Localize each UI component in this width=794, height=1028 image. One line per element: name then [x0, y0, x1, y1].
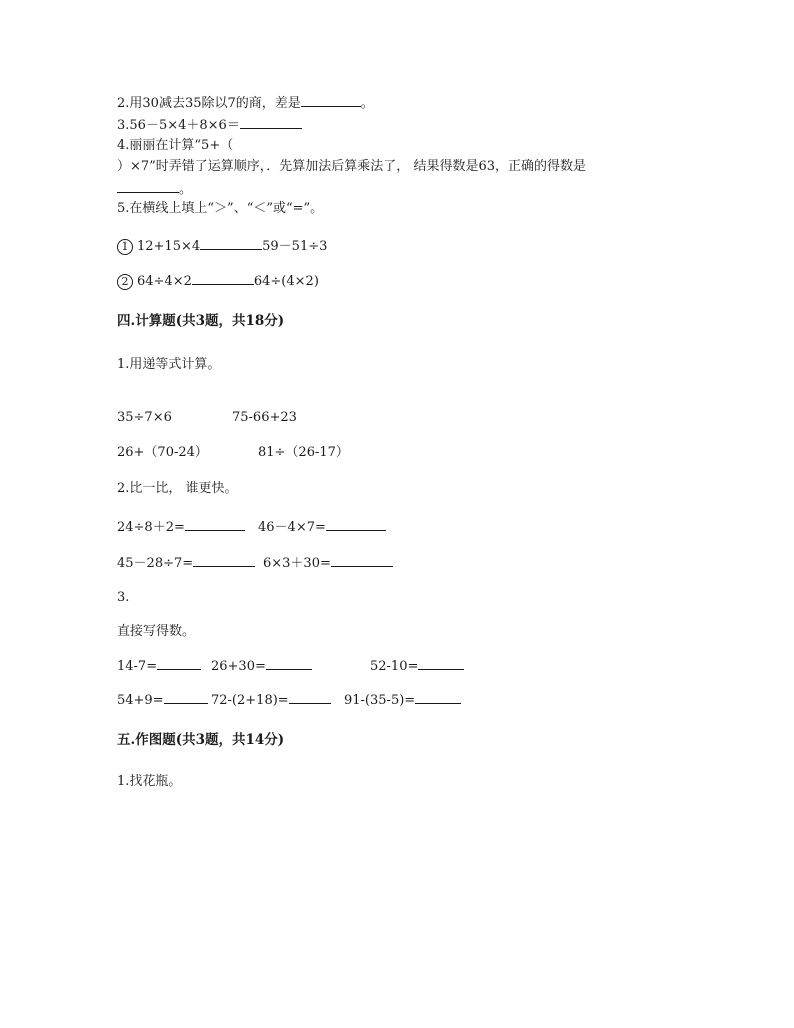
- expression: 75-66+23: [232, 410, 297, 425]
- equation-item: [117, 657, 201, 676]
- answer-blank[interactable]: [289, 691, 331, 704]
- question-5-text: 5.在横线上填上“＞”、“＜”或“=”。: [117, 201, 324, 216]
- answer-blank[interactable]: [326, 518, 386, 531]
- circle-number-icon: 1: [117, 239, 133, 255]
- answer-blank[interactable]: [418, 657, 464, 670]
- question-4-end: 。: [179, 182, 193, 197]
- equation-text: 24÷8＋2=: [117, 520, 185, 535]
- equation-text: 45－28÷7=: [117, 556, 194, 571]
- section-4-question-1: 1.用递等式计算。: [117, 357, 221, 372]
- question-5-item-2: [117, 272, 319, 291]
- answer-blank[interactable]: [193, 554, 255, 567]
- section-4-question-3-number: 3.: [117, 590, 130, 605]
- equation-item: [117, 554, 255, 573]
- answer-blank[interactable]: [331, 554, 393, 567]
- equation-text: 46－4×7=: [258, 520, 326, 535]
- compare-left: 64÷4×2: [137, 274, 192, 289]
- section-5-question-1: 1.找花瓶。: [117, 774, 182, 789]
- circle-number-icon: 2: [117, 274, 133, 290]
- equation-text: 6×3＋30=: [263, 556, 331, 571]
- question-4-line2: [117, 158, 586, 176]
- equation-text: 72-(2+18)=: [211, 693, 289, 708]
- question-4-line3: [117, 180, 192, 199]
- answer-blank[interactable]: [117, 180, 179, 193]
- equation-text: 14-7=: [117, 659, 158, 674]
- question-5-item-1: [117, 237, 327, 256]
- compare-left: 12+15×4: [137, 239, 201, 254]
- question-4-text-line1: 4.丽丽在计算“5+（: [117, 138, 234, 153]
- section-4-heading: 四.计算题(共3题，共18分): [117, 313, 285, 329]
- answer-blank[interactable]: [301, 94, 361, 107]
- question-4-text-line2: ）×7”时弄错了运算顺序，．先算加法后算乘法了， 结果得数是63，正确的得数是: [117, 159, 586, 174]
- equation-text: 52-10=: [370, 659, 419, 674]
- answer-blank[interactable]: [200, 237, 262, 250]
- question-2: [117, 94, 374, 113]
- answer-blank[interactable]: [157, 657, 201, 670]
- answer-blank[interactable]: [192, 272, 254, 285]
- answer-blank[interactable]: [240, 116, 302, 129]
- equation-item: [370, 657, 464, 676]
- equation-item: [117, 518, 245, 537]
- question-3: [117, 116, 302, 135]
- equation-item: [117, 691, 208, 710]
- answer-blank[interactable]: [164, 691, 208, 704]
- question-3-text: 3.56－5×4＋8×6＝: [117, 118, 240, 133]
- compare-right: 64÷(4×2): [253, 274, 319, 289]
- answer-blank[interactable]: [185, 518, 245, 531]
- section-5-heading: 五.作图题(共3题，共14分): [117, 732, 285, 748]
- question-4-line1: [117, 137, 233, 155]
- question-2-end: 。: [360, 96, 374, 111]
- equation-item: [344, 691, 461, 710]
- answer-blank[interactable]: [266, 657, 312, 670]
- question-5: [117, 200, 323, 218]
- expression: 81÷（26-17）: [258, 445, 349, 460]
- equation-item: [211, 691, 331, 710]
- section-4-question-3: 直接写得数。: [117, 624, 196, 639]
- equation-text: 26+30=: [211, 659, 266, 674]
- equation-text: 91-(35-5)=: [344, 693, 416, 708]
- equation-item: [263, 554, 393, 573]
- expression: 26+（70-24）: [117, 445, 208, 460]
- compare-right: 59－51÷3: [262, 239, 328, 254]
- equation-item: [258, 518, 386, 537]
- answer-blank[interactable]: [415, 691, 461, 704]
- expression: 35÷7×6: [117, 410, 172, 425]
- question-2-text: 2.用30减去35除以7的商，差是: [117, 96, 301, 111]
- equation-text: 54+9=: [117, 693, 164, 708]
- equation-item: [211, 657, 312, 676]
- section-4-question-2: 2.比一比， 谁更快。: [117, 481, 238, 496]
